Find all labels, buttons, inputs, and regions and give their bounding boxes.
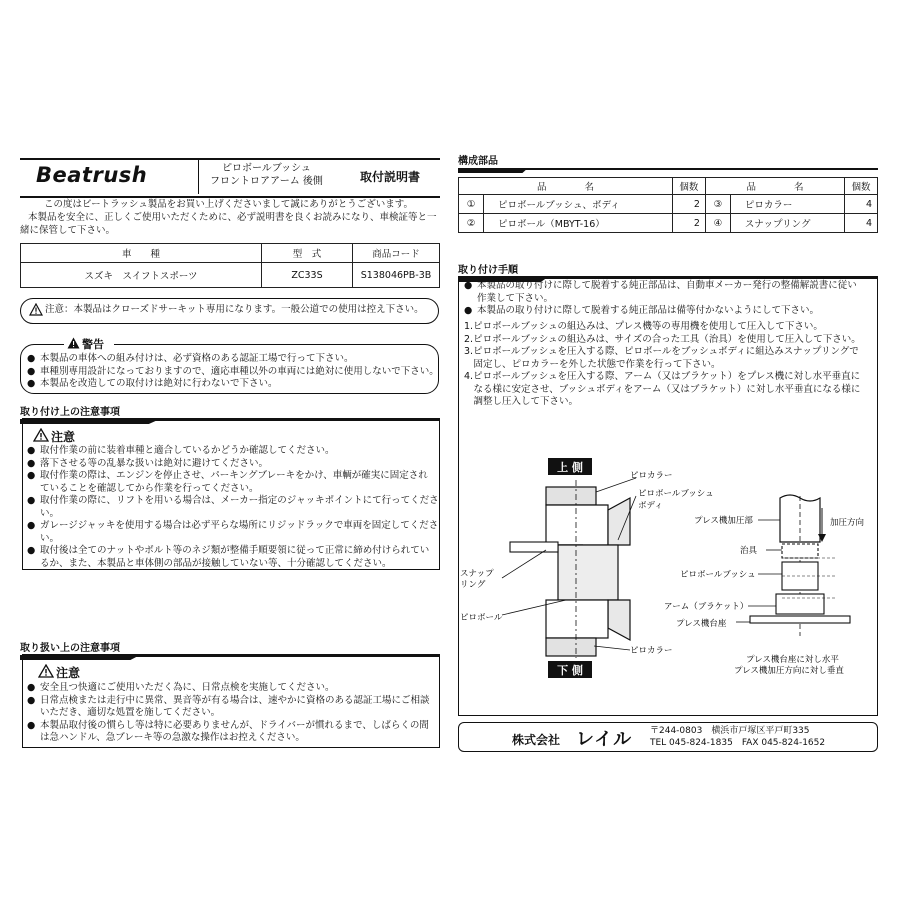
vehicle-header-model: 車 種 xyxy=(21,244,262,263)
top-side-label: 上 側 xyxy=(557,461,583,474)
bullet-icon: ● xyxy=(27,545,36,556)
pillow-collar-top xyxy=(546,487,596,505)
arm-bracket-label: アーム（ブラケット） xyxy=(664,602,749,612)
vehicle-table xyxy=(20,243,440,288)
install-item xyxy=(27,545,439,558)
bullet-icon: ● xyxy=(27,694,36,706)
install-item xyxy=(27,520,439,533)
parts-header-qty-1: 個数 xyxy=(672,178,705,195)
procedure-step-cont: 調整し圧入して下さい。 xyxy=(464,396,579,407)
procedure-heading: 取り付け手順 xyxy=(458,265,518,276)
warning-title: 警告 xyxy=(82,338,104,351)
parts-table xyxy=(458,177,878,233)
pillow-ball-label: ピロボール xyxy=(460,613,503,623)
install-item-cont xyxy=(27,508,439,521)
warning-item-text: 本製品を改造しての取付けは絶対に行わないで下さい。 xyxy=(40,378,278,389)
caution-triangle-icon xyxy=(38,664,54,678)
procedure-note-text: 本製品の取り付けに際して脱着する純正部品は備等付かないようにして下さい。 xyxy=(477,305,820,316)
handling-item-text: 日常点検または走行中に異常、異音等が有る場合は、速やかに資格のある認証工場にご相談 xyxy=(40,694,430,706)
procedure-step: 3.ピロボールブッシュを圧入する際、ピロボールをブッシュボディに組込みスナップリングで xyxy=(464,346,859,357)
handling-item-text: 本製品取付後の慣らし等は特に必要ありませんが、ドライバーが慣れるまで、しばらくの間 xyxy=(40,719,429,731)
snap-ring-label-2: リング xyxy=(460,580,486,590)
bullet-icon: ● xyxy=(27,445,36,456)
bullet-icon: ● xyxy=(27,353,36,364)
vehicle-table-header xyxy=(21,244,440,263)
warning-filled-triangle-icon xyxy=(67,337,80,349)
handling-item-text: は急ハンドル、急ブレーキ等の急激な操作はお控えください。 xyxy=(40,732,305,743)
install-item-text: い。 xyxy=(40,532,60,544)
handling-item-text: いただき、適切な処置を施してください。 xyxy=(40,707,221,718)
bullet-icon: ● xyxy=(464,280,473,291)
bush-body-lower xyxy=(546,600,608,638)
procedure-notes xyxy=(464,280,857,318)
intro-line-2: 本製品を安全に、正しくご使用いただくために、必ず説明書を良くお読みになり、車検証等と一 xyxy=(28,212,437,223)
procedure-step: 1.ピロボールブッシュの組込みは、プレス機等の専用機を使用して圧入して下さい。 xyxy=(464,321,823,332)
install-item xyxy=(27,495,439,508)
handling-item xyxy=(27,695,430,708)
bullet-icon: ● xyxy=(27,719,36,731)
procedure-step-cont: 固定し、ピロカラーを外した状態で作業を行って下さい。 xyxy=(464,358,721,370)
procedure-steps xyxy=(464,321,861,409)
intro-line-3: 緒に保管して下さい。 xyxy=(20,225,116,236)
pillow-collar-bottom-label: ピロカラー xyxy=(630,646,673,656)
bullet-icon: ● xyxy=(27,495,36,506)
pillow-collar-top-label: ピロカラー xyxy=(630,471,673,481)
part-qty: 2 xyxy=(672,195,705,214)
install-item-cont xyxy=(27,483,439,496)
company-name: レイル xyxy=(576,729,633,750)
procedure-note xyxy=(464,305,857,318)
pb-bush-label: ピロボールブッシュ xyxy=(680,570,756,580)
install-caution-title: 注意 xyxy=(51,430,76,444)
bullet-icon: ● xyxy=(464,305,473,316)
part-name: ピロボール（MBYT-16） xyxy=(484,214,673,233)
parts-heading: 構成部品 xyxy=(458,156,498,167)
handling-item xyxy=(27,720,430,733)
bullet-icon: ● xyxy=(27,365,36,377)
procedure-step: 2.ピロボールブッシュの組込みは、サイズの合った工具（治具）を使用して圧入して下さい。 xyxy=(464,333,861,345)
part-qty: 2 xyxy=(672,214,705,233)
jig-shape xyxy=(782,544,818,558)
part-qty: 4 xyxy=(845,195,878,214)
parts-row xyxy=(459,195,878,214)
bullet-icon: ● xyxy=(27,378,36,389)
bush-inner xyxy=(558,545,618,600)
handling-item xyxy=(27,682,430,695)
install-precautions-heading: 取り付け上の注意事項 xyxy=(20,407,120,418)
install-item-text: 取付作業の際に、リフトを用いる場合は、メーカー指定のジャッキポイントにて行ってくださ xyxy=(40,495,439,506)
product-code: S138046PB-3B xyxy=(353,263,440,288)
press-direction-label: 加圧方向 xyxy=(830,518,865,528)
procedure-note-text: 本製品の取り付けに際して脱着する純正部品は、自動車メーカー発行の整備解説書に従い xyxy=(477,280,857,291)
bullet-icon: ● xyxy=(27,682,36,693)
press-note-line2: プレス機加圧方向に対し垂直 xyxy=(734,666,844,676)
product-name-line1: ピロボールブッシュ xyxy=(222,163,311,174)
parts-header-qty-2: 個数 xyxy=(845,178,878,195)
bullet-icon: ● xyxy=(27,520,36,531)
caution-note-text: 注意：本製品はクローズドサーキット専用になります。一般公道での使用は控え下さい。 xyxy=(45,304,424,315)
install-precautions-list xyxy=(27,445,439,570)
bullet-icon: ● xyxy=(27,457,36,469)
warning-item-text: 本製品の車体への組み付けは、必ず資格のある認証工場で行って下さい。 xyxy=(40,353,354,364)
part-name: ピロボールブッシュ、ボディ xyxy=(484,195,673,214)
press-base-shape xyxy=(750,616,850,623)
caution-triangle-icon xyxy=(33,428,49,442)
part-number: ③ xyxy=(705,195,730,214)
intro-line-1: この度はビートラッシュ製品をお買い上げくださいまして誠にありがとうございます。 xyxy=(44,199,413,210)
install-item-text: るか、また、本製品と車体側の部品が接触していない等、十分確認してください。 xyxy=(40,557,392,569)
parts-table-header xyxy=(459,178,878,195)
vehicle-header-code: 商品コード xyxy=(353,244,440,263)
vehicle-model: スズキ スイフトスポーツ xyxy=(21,263,262,288)
part-number: ② xyxy=(459,214,484,233)
install-item-text: 取付作業の前に装着車種と適合しているかどうか確認してください。 xyxy=(40,445,335,456)
snap-ring-shape xyxy=(510,542,558,552)
warning-item-text: 車種別専用設計になっておりますので、適応車種以外の車両には絶対に使用しないで下さい。 xyxy=(40,365,439,377)
document-title: 取付説明書 xyxy=(360,170,421,184)
install-item-cont xyxy=(27,533,439,546)
install-item-text: い。 xyxy=(40,507,60,519)
parts-header-name-2: 品 名 xyxy=(705,178,844,195)
handling-precautions-heading: 取り扱い上の注意事項 xyxy=(20,643,120,654)
bush-body-label-1: ピロボールブッシュ xyxy=(638,489,714,499)
procedure-step-cont: なる様に安定させ、ブッシュボディをアーム（又はブラケット）に対し水平垂直になる様に xyxy=(464,383,861,395)
warning-list xyxy=(27,353,439,391)
install-item-cont xyxy=(27,558,439,571)
press-pressing-label: プレス機加圧部 xyxy=(694,516,753,526)
handling-precautions-list xyxy=(27,682,430,745)
install-item-text: ていることを確認してから作業を行ってください。 xyxy=(40,482,259,494)
warning-triangle-icon xyxy=(29,303,43,316)
leader-line xyxy=(502,550,546,578)
bullet-icon: ● xyxy=(27,470,36,481)
bush-body-label-2: ボディ xyxy=(638,501,663,511)
install-item xyxy=(27,445,439,458)
warning-item xyxy=(27,378,439,391)
procedure-note xyxy=(464,280,857,293)
install-item-text: ガレージジャッキを使用する場合は必ず平らな場所にリジッドラックで車両を固定してくださ xyxy=(40,520,439,531)
warning-item xyxy=(27,366,439,379)
bottom-side-label: 下 側 xyxy=(557,664,583,677)
product-name-line2: フロントロアアーム 後側 xyxy=(210,176,323,187)
install-item-text: 取付後は全てのナットやボルト等のネジ類が整備手順要領に従って正常に締め付けられてい xyxy=(40,545,430,556)
pillow-collar-bottom xyxy=(546,638,596,656)
part-number: ④ xyxy=(705,214,730,233)
company-phone: TEL 045-824-1835 FAX 045-824-1652 xyxy=(650,738,826,748)
install-item-text: 落下させる等の乱暴な扱いは絶対に避けてください。 xyxy=(40,457,269,469)
header-divider xyxy=(198,160,199,194)
install-item xyxy=(27,458,439,471)
company-address: 〒244-0803 横浜市戸塚区平戸町335 xyxy=(650,726,810,736)
procedure-note-cont xyxy=(464,293,857,306)
section-line xyxy=(458,168,878,170)
jig-label: 治具 xyxy=(740,546,758,556)
press-note-line1: プレス機台座に対し水平 xyxy=(746,655,839,665)
vehicle-header-type: 型 式 xyxy=(262,244,353,263)
install-item-text: 取付作業の際は、エンジンを停止させ、パーキングブレーキをかけ、車輌が確実に固定され xyxy=(40,470,428,481)
vehicle-table-row xyxy=(21,263,440,288)
handling-item-cont xyxy=(27,732,430,745)
handling-item-text: 安全且つ快適にご使用いただく為に、日常点検を実施してください。 xyxy=(40,682,335,693)
parts-row xyxy=(459,214,878,233)
snap-ring-label-1: スナップ xyxy=(460,569,494,579)
part-name: スナップリング xyxy=(730,214,844,233)
procedure-step: 4.ピロボールブッシュを圧入する際、アーム（又はブラケット）をプレス機に対し水平垂直に xyxy=(464,371,861,382)
logo: Beatrush xyxy=(36,163,148,187)
handling-caution-title: 注意 xyxy=(56,666,81,680)
bush-body-flange-lower xyxy=(608,600,630,640)
bush-body-shape xyxy=(546,505,608,545)
part-qty: 4 xyxy=(845,214,878,233)
part-number: ① xyxy=(459,195,484,214)
install-item xyxy=(27,470,439,483)
arm-bracket-shape xyxy=(776,594,824,614)
press-ram xyxy=(780,495,820,542)
leader-line xyxy=(594,646,630,650)
warning-item xyxy=(27,353,439,366)
company-prefix: 株式会社 xyxy=(512,733,561,747)
part-name: ピロカラー xyxy=(730,195,844,214)
procedure-note-text: 作業して下さい。 xyxy=(477,292,554,304)
handling-item-cont xyxy=(27,707,430,720)
parts-header-name-1: 品 名 xyxy=(459,178,673,195)
installation-diagram xyxy=(458,450,876,688)
vehicle-type: ZC33S xyxy=(262,263,353,288)
press-base-label: プレス機台座 xyxy=(676,619,727,629)
